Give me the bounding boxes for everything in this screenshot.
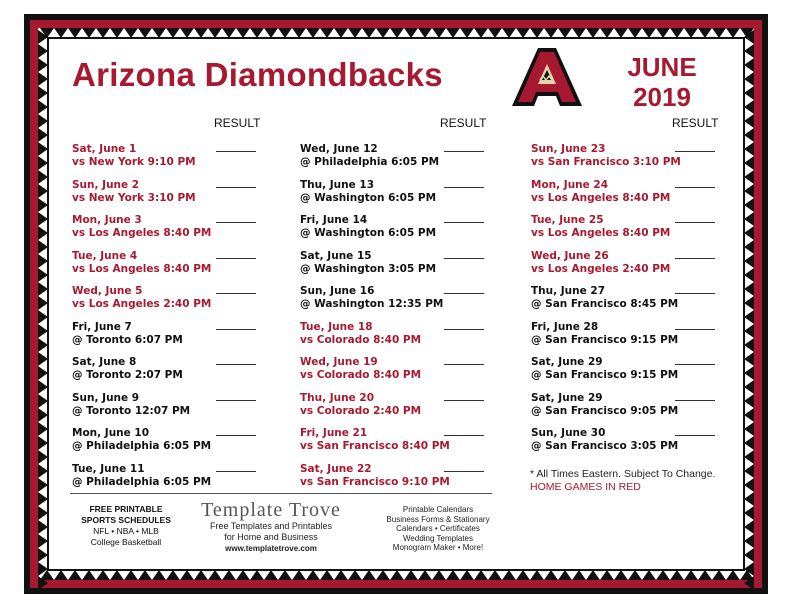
game-entry bbox=[72, 427, 282, 459]
product-line: Printable Calendars bbox=[402, 505, 474, 514]
game-date: Sat, June 29 bbox=[531, 356, 603, 368]
month-year bbox=[622, 52, 702, 112]
game-opponent-time: vs San Francisco 3:10 PM bbox=[531, 156, 681, 168]
brand-tagline-1: Free Templates and Printables bbox=[210, 521, 332, 531]
game-date: Mon, June 10 bbox=[72, 427, 150, 439]
game-opponent-time: vs Los Angeles 8:40 PM bbox=[72, 262, 212, 275]
game-entry bbox=[72, 321, 282, 353]
result-blank[interactable] bbox=[675, 258, 715, 259]
game-opponent-time: @ Philadelphia 6:05 PM bbox=[300, 156, 440, 168]
game-entry bbox=[300, 427, 510, 459]
game-date: Sat, June 15 bbox=[300, 249, 372, 262]
game-opponent-time: vs Los Angeles 2:40 PM bbox=[531, 262, 671, 275]
result-blank[interactable] bbox=[675, 151, 715, 152]
game-date: Sun, June 2 bbox=[72, 178, 140, 191]
game-entry bbox=[531, 321, 741, 353]
schedule-notes bbox=[530, 468, 730, 494]
times-note: * All Times Eastern. Subject To Change. bbox=[530, 468, 716, 480]
result-blank[interactable] bbox=[444, 364, 484, 365]
result-blank[interactable] bbox=[675, 435, 715, 436]
game-opponent-time: @ Philadelphia 6:05 PM bbox=[72, 475, 212, 488]
footer-title-1: FREE PRINTABLE bbox=[89, 504, 163, 514]
game-date: Sat, June 1 bbox=[72, 143, 137, 155]
game-opponent-time: @ San Francisco 3:05 PM bbox=[531, 440, 679, 452]
game-entry bbox=[531, 179, 741, 211]
result-header: RESULT bbox=[440, 116, 487, 130]
result-blank[interactable] bbox=[216, 151, 256, 152]
game-opponent-time: @ Washington 12:35 PM bbox=[300, 298, 444, 310]
game-entry bbox=[300, 143, 510, 175]
footer-title-2: SPORTS SCHEDULES bbox=[81, 515, 171, 525]
footer-products bbox=[368, 505, 508, 553]
game-date: Tue, June 11 bbox=[72, 462, 145, 475]
year-label: 2019 bbox=[633, 82, 691, 112]
game-entry bbox=[72, 179, 282, 211]
result-blank[interactable] bbox=[216, 222, 256, 223]
product-line: Wedding Templates bbox=[403, 533, 473, 543]
game-opponent-time: vs Colorado 2:40 PM bbox=[300, 404, 422, 417]
game-date: Tue, June 18 bbox=[300, 320, 373, 333]
result-blank[interactable] bbox=[675, 329, 715, 330]
product-line: Business Forms & Stationary bbox=[386, 514, 490, 524]
result-blank[interactable] bbox=[675, 364, 715, 365]
game-opponent-time: vs San Francisco 8:40 PM bbox=[300, 440, 450, 452]
game-entry bbox=[72, 463, 282, 495]
result-blank[interactable] bbox=[675, 293, 715, 294]
game-opponent-time: @ Toronto 6:07 PM bbox=[72, 333, 183, 346]
game-date: Sun, June 30 bbox=[531, 427, 606, 439]
game-opponent-time: @ Philadelphia 6:05 PM bbox=[72, 440, 212, 452]
game-opponent-time: vs San Francisco 9:10 PM bbox=[300, 475, 450, 488]
game-date: Sun, June 16 bbox=[300, 285, 375, 297]
game-entry bbox=[531, 285, 741, 317]
product-line: Calendars • Certificates bbox=[396, 524, 480, 534]
result-blank[interactable] bbox=[216, 258, 256, 259]
game-date: Sun, June 23 bbox=[531, 143, 606, 155]
game-entry bbox=[300, 392, 510, 424]
result-blank[interactable] bbox=[216, 435, 256, 436]
brand-tagline-2: for Home and Business bbox=[224, 532, 318, 542]
result-header: RESULT bbox=[672, 116, 719, 130]
game-opponent-time: @ San Francisco 9:15 PM bbox=[531, 333, 679, 346]
footer-divider bbox=[70, 493, 492, 494]
game-date: Fri, June 21 bbox=[300, 427, 368, 439]
game-date: Tue, June 4 bbox=[72, 249, 138, 262]
result-blank[interactable] bbox=[444, 329, 484, 330]
game-opponent-time: @ Washington 6:05 PM bbox=[300, 227, 437, 239]
result-blank[interactable] bbox=[216, 400, 256, 401]
result-blank[interactable] bbox=[444, 222, 484, 223]
game-entry bbox=[531, 427, 741, 459]
game-entry bbox=[531, 356, 741, 388]
game-opponent-time: vs Los Angeles 8:40 PM bbox=[72, 227, 212, 239]
game-entry bbox=[72, 392, 282, 424]
result-blank[interactable] bbox=[444, 435, 484, 436]
result-blank[interactable] bbox=[216, 471, 256, 472]
game-entry bbox=[531, 392, 741, 424]
game-date: Wed, June 12 bbox=[300, 143, 378, 155]
result-blank[interactable] bbox=[216, 293, 256, 294]
game-date: Sat, June 8 bbox=[72, 356, 137, 368]
game-opponent-time: @ Toronto 12:07 PM bbox=[72, 404, 191, 417]
game-entry bbox=[300, 285, 510, 317]
game-date: Wed, June 19 bbox=[300, 356, 378, 368]
game-entry bbox=[300, 214, 510, 246]
game-opponent-time: @ Washington 6:05 PM bbox=[300, 191, 437, 204]
game-date: Mon, June 24 bbox=[531, 178, 609, 191]
month-label: JUNE bbox=[627, 52, 697, 82]
result-blank[interactable] bbox=[444, 471, 484, 472]
game-date: Fri, June 28 bbox=[531, 320, 599, 333]
game-opponent-time: @ Toronto 2:07 PM bbox=[72, 369, 183, 381]
product-line: Monogram Maker • More! bbox=[392, 543, 484, 553]
game-date: Wed, June 5 bbox=[72, 285, 143, 297]
game-date: Thu, June 27 bbox=[531, 285, 606, 297]
game-entry bbox=[300, 179, 510, 211]
brand-url[interactable]: www.templatetrove.com bbox=[225, 544, 317, 553]
game-entry bbox=[531, 214, 741, 246]
result-blank[interactable] bbox=[444, 258, 484, 259]
game-date: Sat, June 29 bbox=[531, 391, 603, 404]
game-date: Thu, June 13 bbox=[300, 178, 375, 191]
game-date: Mon, June 3 bbox=[72, 214, 142, 226]
footer-sports-schedules bbox=[66, 504, 186, 548]
game-opponent-time: vs New York 9:10 PM bbox=[72, 156, 196, 168]
result-header: RESULT bbox=[214, 116, 261, 130]
result-blank[interactable] bbox=[675, 222, 715, 223]
result-blank[interactable] bbox=[675, 400, 715, 401]
footer-leagues: NFL • NBA • MLB bbox=[93, 526, 159, 536]
game-date: Wed, June 26 bbox=[531, 249, 609, 262]
game-opponent-time: vs Los Angeles 2:40 PM bbox=[72, 298, 212, 310]
game-date: Sun, June 9 bbox=[72, 391, 140, 404]
game-entry bbox=[72, 285, 282, 317]
brand-name: Template Trove bbox=[201, 499, 341, 521]
diamondbacks-a-logo-icon bbox=[510, 46, 584, 108]
game-entry bbox=[300, 356, 510, 388]
game-opponent-time: vs Los Angeles 8:40 PM bbox=[531, 227, 671, 239]
game-entry bbox=[72, 214, 282, 246]
game-entry bbox=[72, 356, 282, 388]
home-games-note: HOME GAMES IN RED bbox=[530, 481, 641, 493]
game-date: Fri, June 14 bbox=[300, 214, 368, 226]
game-date: Fri, June 7 bbox=[72, 320, 132, 333]
result-blank[interactable] bbox=[444, 187, 484, 188]
result-blank[interactable] bbox=[444, 400, 484, 401]
result-blank[interactable] bbox=[444, 151, 484, 152]
game-opponent-time: @ Washington 3:05 PM bbox=[300, 262, 437, 275]
game-opponent-time: vs Colorado 8:40 PM bbox=[300, 369, 422, 381]
game-opponent-time: @ San Francisco 9:05 PM bbox=[531, 404, 679, 417]
result-blank[interactable] bbox=[216, 364, 256, 365]
game-date: Thu, June 20 bbox=[300, 391, 375, 404]
result-blank[interactable] bbox=[675, 187, 715, 188]
game-entry bbox=[72, 250, 282, 282]
game-entry bbox=[300, 321, 510, 353]
game-date: Sat, June 22 bbox=[300, 462, 372, 475]
game-opponent-time: vs Los Angeles 8:40 PM bbox=[531, 191, 671, 204]
game-opponent-time: vs Colorado 8:40 PM bbox=[300, 333, 422, 346]
footer-college: College Basketball bbox=[90, 537, 162, 547]
game-entry bbox=[72, 143, 282, 175]
game-opponent-time: vs New York 3:10 PM bbox=[72, 191, 196, 204]
result-blank[interactable] bbox=[444, 293, 484, 294]
game-entry bbox=[531, 143, 741, 175]
footer-brand bbox=[188, 499, 354, 555]
game-entry bbox=[531, 250, 741, 282]
game-date: Tue, June 25 bbox=[531, 214, 604, 226]
game-entry bbox=[300, 250, 510, 282]
game-opponent-time: @ San Francisco 9:15 PM bbox=[531, 369, 679, 381]
game-entry bbox=[300, 463, 510, 495]
game-opponent-time: @ San Francisco 8:45 PM bbox=[531, 298, 679, 310]
result-blank[interactable] bbox=[216, 187, 256, 188]
result-blank[interactable] bbox=[216, 329, 256, 330]
team-title: Arizona Diamondbacks bbox=[72, 56, 443, 93]
